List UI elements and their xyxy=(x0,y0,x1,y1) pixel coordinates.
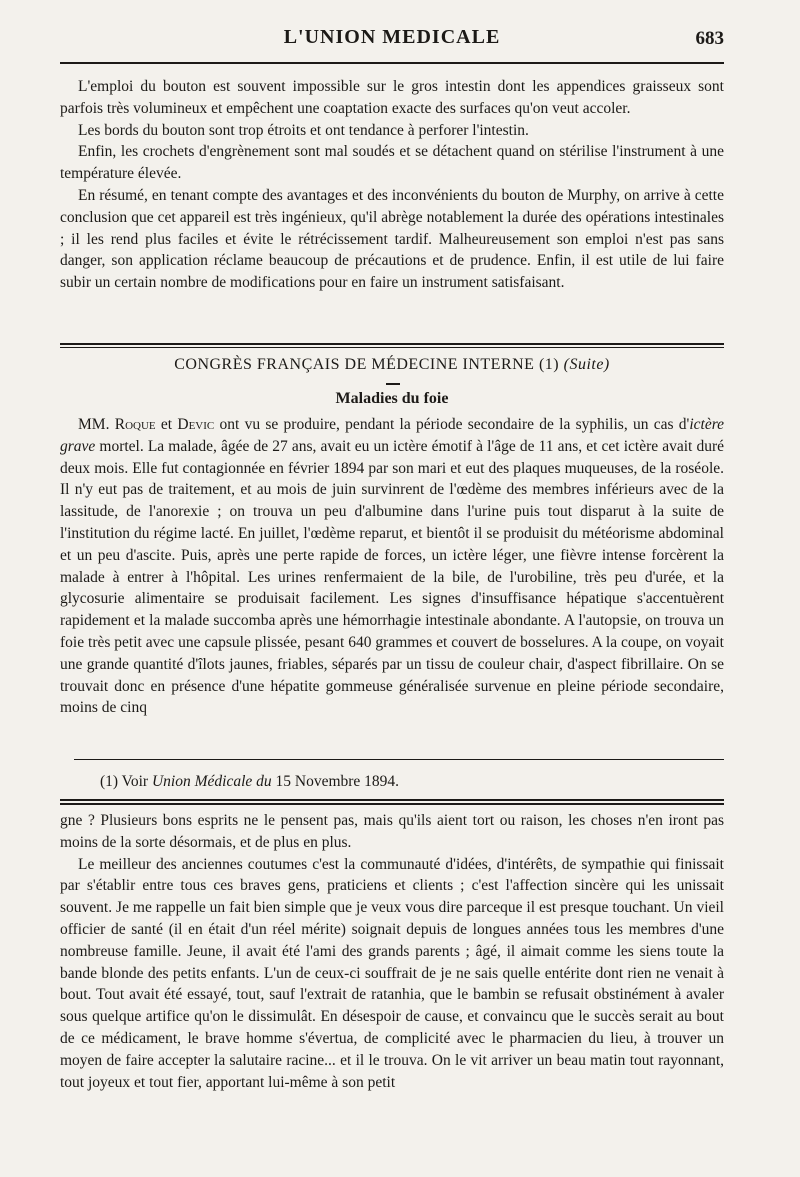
section-title-main: CONGRÈS FRANÇAIS DE MÉDECINE INTERNE xyxy=(174,356,535,373)
page-header xyxy=(60,26,724,56)
separator-rule xyxy=(60,799,724,801)
paragraph: L'emploi du bouton est souvent impossible sur le gros intestin dont les appendices graisseux sont parfois très volumineux et empêchent une coaptation exacte des surfaces qu'on veut accoler. xyxy=(60,78,724,117)
lead-mm: MM. xyxy=(78,416,110,433)
footnote-ref: (1) xyxy=(538,356,560,373)
section-rule-top xyxy=(60,343,724,345)
top-article xyxy=(60,76,724,294)
author-devic: Devic xyxy=(177,416,215,433)
footnote-prefix: (1) Voir xyxy=(100,773,149,790)
author-roque: Roque xyxy=(114,416,156,433)
footnote-italic: Union Médicale du xyxy=(151,773,272,790)
paragraph: gne ? Plusieurs bons esprits ne le pensent pas, mais qu'ils aient tort ou raison, les choses n'en iront pas moins de la sorte désormais, et de plus en plus. xyxy=(60,812,724,851)
title-dash xyxy=(386,383,400,385)
lead-et: et xyxy=(160,416,173,433)
lead-text: ont vu se produire, pendant la période secondaire de la syphilis, un cas d' xyxy=(219,416,690,433)
bottom-article xyxy=(60,810,724,1093)
paragraph: Enfin, les crochets d'engrènement sont mal soudés et se détachent quand on stérilise l'instrument à une température élevée. xyxy=(60,143,724,183)
body-text: mortel. La malade, âgée de 27 ans, avait eu un ictère émotif à l'âge de 11 ans, et cet ictère avait duré deux mois. Elle fut contagionnée en février 1894 par son mari et eut des plaques muqueuses, de la roséole. Il n'y eut pas de traitement, et au mois de juin survinrent de l'œdème des membres inférieurs avec de la lassitude, de l'anorexie ; on trouva un peu d'albumine dans l'urine puis tout disparut à la suite de l'institution du régime lacté. En juillet, l'œdème reparut, et bientôt il se produisit du météorisme abdominal et un peu d'ascite. Puis, après une perte rapide de forces, un ictère léger, une fièvre intense forcèrent la malade à entrer à l'hôpital. Les urines renfermaient de la bile, de l'urobiline, très peu d'urée, et la glycosurie alimentaire se produisait facilement. Les signes d'insuffisance hépatique s'accentuèrent rapidement et la malade succomba après une hémorrhagie intestinale abondante. A l'autopsie, on trouva un foie très petit avec une capsule plissée, pesant 640 grammes et couvert de bosselures. A la coupe, on voyait une grande quantité d'îlots jaunes, friables, séparés par un tissu de couleur chair, d'aspect fibrillaire. On se trouvait donc en présence d'une hépatite gommeuse généralisée survenue en pleine période secondaire, moins de cinq xyxy=(60,437,724,717)
footnote xyxy=(100,773,720,791)
section-title xyxy=(60,356,724,374)
paragraph: En résumé, en tenant compte des avantages et des inconvénients du bouton de Murphy, on arrive à cette conclusion que cet appareil est très ingénieux, qu'il abrège notablement la durée des opérations intestinales ; il les rend plus faciles et évite le rétrécissement tardif. Malheureusement son emploi n'est pas sans danger, son application réclame beaucoup de précautions et de prudence. Enfin, il est utile de lui faire subir un certain nombre de modifications pour en faire un instrument satisfaisant. xyxy=(60,186,724,292)
footnote-rule xyxy=(74,759,724,760)
paragraph: Les bords du bouton sont trop étroits et ont tendance à perforer l'intestin. xyxy=(78,121,529,139)
running-title: L'UNION MEDICALE xyxy=(283,26,501,48)
paragraph: Le meilleur des anciennes coutumes c'est la communauté d'idées, d'intérêts, de sympathie qui finissait par s'établir entre tous ces braves gens, praticiens et clients ; c'est l'affection sincère qui les unissait souvent. Je me rappelle un fait bien simple que je veux vous dire parceque il est presque touchant. Un vieil officier de santé (il en était d'un réel mérite) soignait depuis de longues années tous les membres d'une nombreuse famille. Jeune, il avait été l'ami des grands parents ; âgé, il aimait comme les siens toute la bande blonde des petits enfants. L'un de ceux-ci souffrait de je ne sais quelle entérite dont rien ne venait à bout. Tout avait été essayé, tout, sauf l'extrait de ratanhia, que le bambin se refusait obstinément à avaler sous quelque artifice qu'on le dissimulât. En désespoir de cause, et convaincu que le succès serait au bout de ce médicament, le brave homme s'évertua, de complicité avec le pharmacien du lieu, à trouver un moyen de faire accepter la salutaire racine... et il le trouva. On le vit arriver un beau matin tout rayonnant, tout joyeux et tout fier, apportant lui-même à son petit xyxy=(60,855,724,1091)
footnote-suffix: 15 Novembre 1894. xyxy=(275,773,400,790)
page-number: 683 xyxy=(695,28,724,49)
section-rule-top-thin xyxy=(60,347,724,348)
italic-term: ictère grave xyxy=(60,416,725,455)
header-rule xyxy=(60,62,724,64)
section-subtitle: Maladies du foie xyxy=(335,390,449,407)
separator-rule-2 xyxy=(60,803,724,805)
section-title-suite: (Suite) xyxy=(563,356,610,373)
section-body xyxy=(60,414,724,719)
paragraph xyxy=(60,414,724,719)
